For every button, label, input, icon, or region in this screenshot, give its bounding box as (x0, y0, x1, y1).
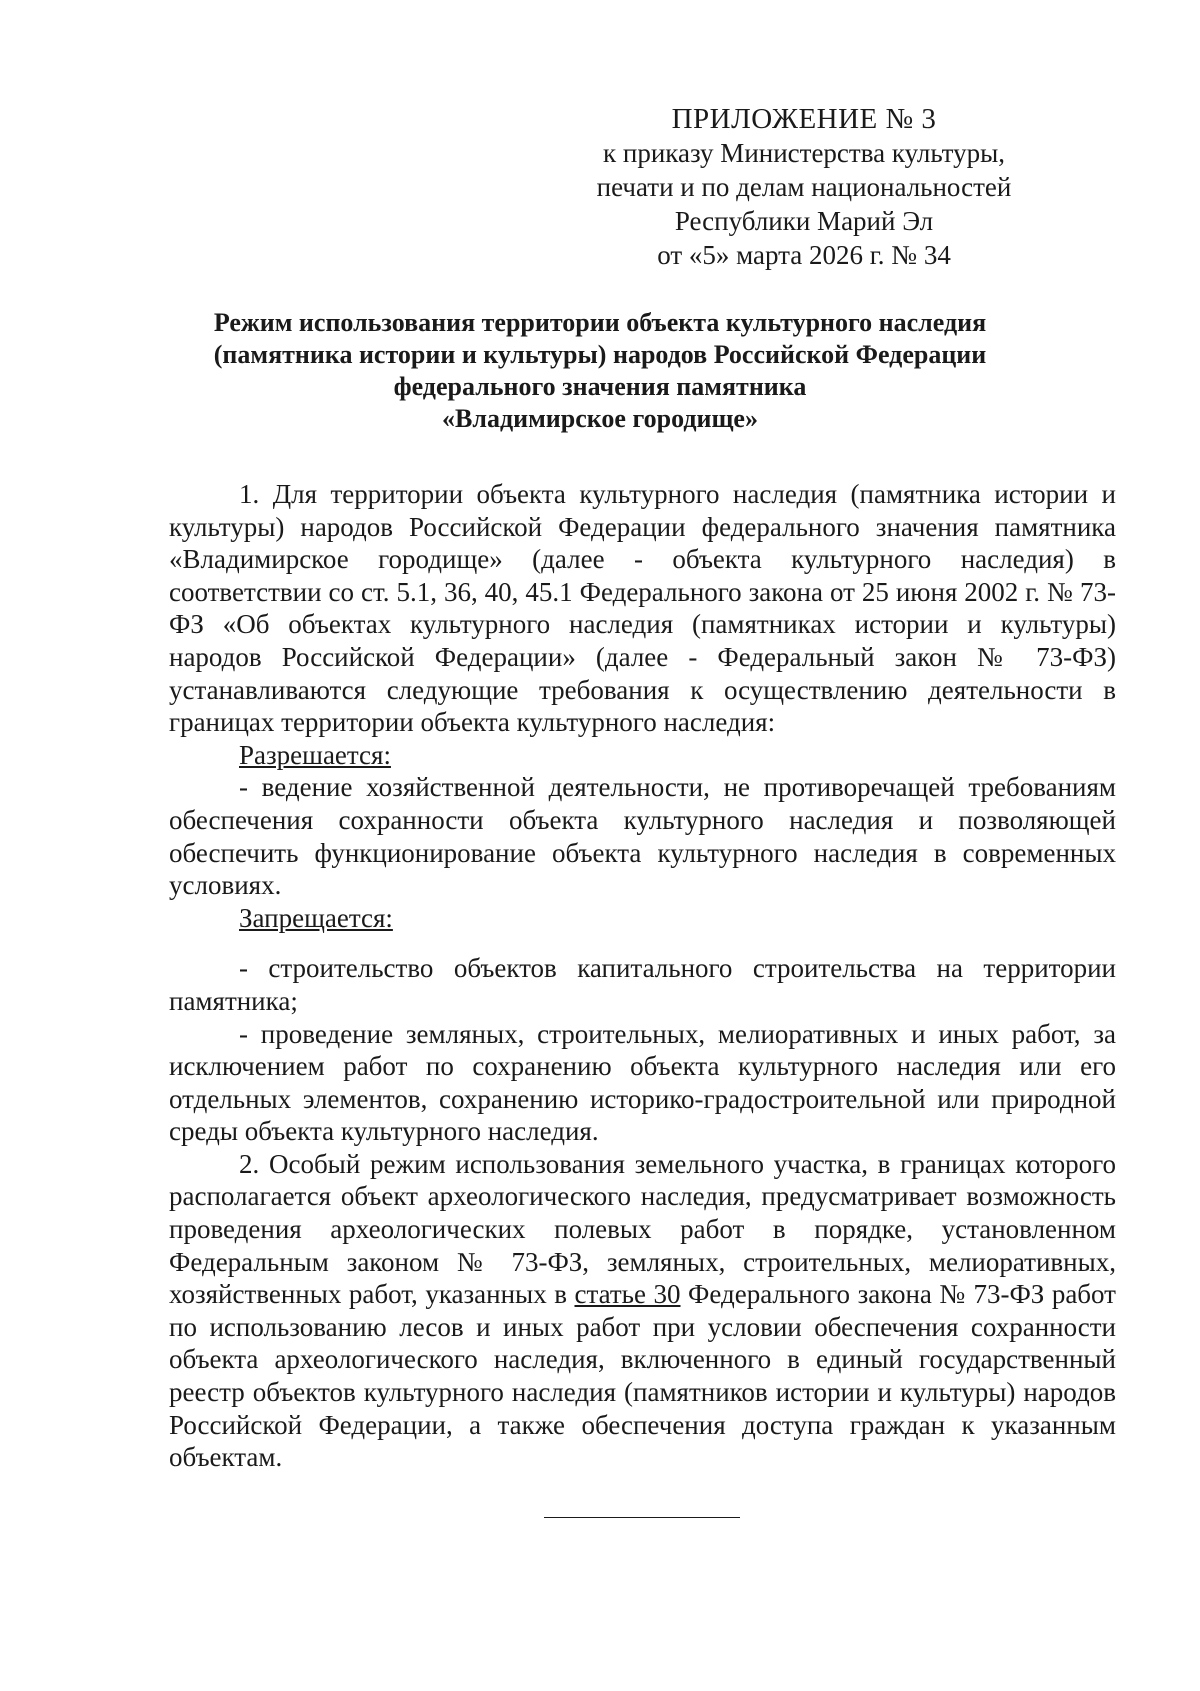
appendix-title: ПРИЛОЖЕНИЕ № 3 (671, 103, 937, 135)
appendix-line: к приказу Министерства культуры, (603, 138, 1005, 168)
article-30-link[interactable]: статье 30 (574, 1279, 681, 1310)
allowed-heading-text: Разрешается: (239, 739, 391, 770)
document-title (150, 307, 1050, 435)
appendix-date-line: от «5» марта 2026 г. № 34 (657, 240, 951, 270)
spacer (169, 934, 1116, 952)
allowed-item: - ведение хозяйственной деятельности, не противоречащей требованиям обеспечения сохранности объекта культурного наследия и позволяющей обеспечить функционирование объекта культурного наследия в современных условиях. (169, 772, 1116, 901)
title-line: федерального значения памятника (393, 372, 807, 401)
paragraph-2-text: 2. Особый режим использования земельного участка, в границах которого располагается объект археологического наследия, предусматривает возможность проведения археологических полевых работ в порядке, установленном Федеральным законом № 73-ФЗ, земляных, строительных, мелиоративных, хозяйственных работ, указанных в (169, 1148, 1116, 1310)
forbidden-heading (169, 902, 1116, 935)
allowed-heading (169, 739, 1116, 772)
appendix-line: печати и по делам национальностей (596, 172, 1012, 202)
title-line: «Владимирское городище» (442, 404, 758, 433)
end-divider (544, 1517, 740, 1518)
title-line: Режим использования территории объекта культурного наследия (213, 308, 987, 337)
document-body (169, 478, 1116, 1474)
forbidden-item: - проведение земляных, строительных, мелиоративных и иных работ, за исключением работ по сохранению объекта культурного наследия или его отдельных элементов, сохранению историко-градостроительной или природной среды объекта культурного наследия. (169, 1018, 1116, 1147)
title-line: (памятника истории и культуры) народов Российской Федерации (213, 340, 987, 369)
paragraph-1: 1. Для территории объекта культурного наследия (памятника истории и культуры) народов Российской Федерации федерального значения памятника «Владимирское городище» (далее - объекта культурного наследия) в соответствии со ст. 5.1, 36, 40, 45.1 Федерального закона от 25 июня 2002 г. № 73-ФЗ «Об объектах культурного наследия (памятниках истории и культуры) народов Российской Федерации» (далее - Федеральный закон № 73-ФЗ) устанавливаются следующие требования к осуществлению деятельности в границах территории объекта культурного наследия: (169, 479, 1116, 738)
appendix-header (560, 102, 1048, 272)
forbidden-item: - строительство объектов капитального строительства на территории памятника; (169, 953, 1116, 1016)
paragraph-2-text: Федерального закона № 73-ФЗ работ по использованию лесов и иных работ при условии обеспечения сохранности объекта археологического наследия, включенного в единый государственный реестр объектов культурного наследия (памятников истории и культуры) народов Российской Федерации, а также обеспечения доступа граждан к указанным объектам. (169, 1279, 1116, 1473)
appendix-line: Республики Марий Эл (674, 206, 934, 236)
forbidden-heading-text: Запрещается: (239, 902, 393, 933)
paragraph-2 (169, 1148, 1116, 1474)
